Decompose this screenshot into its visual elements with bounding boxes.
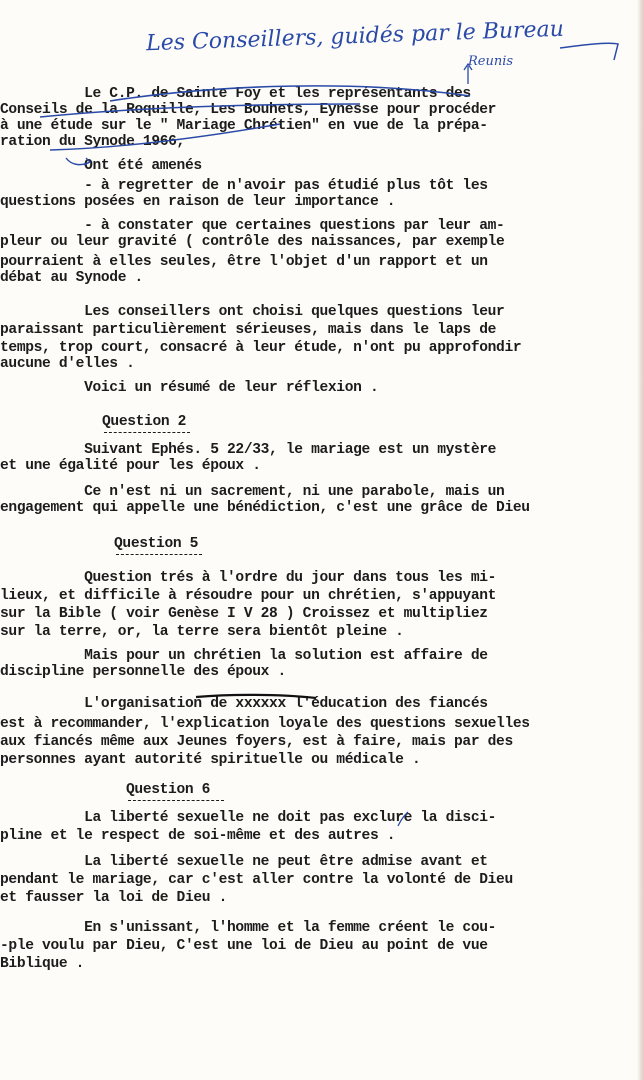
para-11-line-1: L'organisation de xxxxxx l'éducation des fiancés (0, 696, 488, 712)
heading-question-2: Question 2 (102, 414, 187, 430)
typed-strike-over (196, 695, 316, 698)
para-8-line-1: Ce n'est ni un sacrement, ni une parabole, mais un (0, 484, 505, 500)
strike-line-3 (50, 124, 280, 150)
handwritten-reunis: Reunis (468, 54, 514, 69)
handwritten-heading: Les Conseillers, guidés par le Bureau (145, 16, 565, 57)
para-12-line-1: La liberté sexuelle ne doit pas exclure la disci- (0, 810, 497, 826)
para-14-line-2: -ple voulu par Dieu, C'est une loi de Dieu au point de vue (0, 938, 488, 954)
para-4-line-2: pleur ou leur gravité ( contrôle des naissances, par exemple (0, 234, 505, 250)
para-10-line-2: discipline personnelle des époux . (0, 664, 286, 680)
para-6-line-1: Voici un résumé de leur réflexion . (0, 380, 379, 396)
para-12-line-2: pline et le respect de soi-même et des autres . (0, 828, 396, 844)
para-9-line-4: sur la terre, or, la terre sera bientôt pleine . (0, 624, 404, 640)
para-7-line-1: Suivant Ephés. 5 22/33, le mariage est un mystère (0, 442, 497, 458)
arrow-right-icon (560, 43, 618, 60)
para-4-line-3: pourraient à elles seules, être l'objet d'un rapport et un (0, 254, 488, 270)
para-5-line-2: paraissant particulièrement sérieuses, mais dans le laps de (0, 322, 497, 338)
para-10-line-1: Mais pour un chrétien la solution est affaire de (0, 648, 488, 664)
para-13-line-3: et fausser la loi de Dieu . (0, 890, 228, 906)
para-7-line-2: et une égalité pour les époux . (0, 458, 261, 474)
insert-mark (398, 812, 408, 826)
para-9-line-3: sur la Bible ( voir Genèse I V 28 ) Croissez et multipliez (0, 606, 488, 622)
para-11-line-2: est à recommander, l'explication loyale des questions sexuelles (0, 716, 530, 732)
heading-question-5: Question 5 (114, 536, 199, 552)
para-14-line-3: Biblique . (0, 956, 85, 972)
strike-line-1 (110, 86, 470, 101)
para-8-line-2: engagement qui appelle une bénédiction, c'est une grâce de Dieu (0, 500, 530, 516)
heading-question-6: Question 6 (126, 782, 211, 798)
para-5-line-4: aucune d'elles . (0, 356, 135, 372)
para-9-line-2: lieux, et difficile à résoudre pour un chrétien, s'appuyant (0, 588, 497, 604)
para-4-line-4: débat au Synode . (0, 270, 143, 286)
para-14-line-1: En s'unissant, l'homme et la femme créent le cou- (0, 920, 497, 936)
para-5-line-1: Les conseillers ont choisi quelques questions leur (0, 304, 505, 320)
para-1-line-4: ration du Synode 1966, (0, 134, 185, 150)
para-4-line-1: - à constater que certaines questions par leur am- (0, 218, 505, 234)
para-11-line-4: personnes ayant autorité spirituelle ou médicale . (0, 752, 421, 768)
para-1-line-1: Le C.P. de Sainte Foy et les représentants des (0, 86, 471, 102)
para-2-line-1: Ont été amenés (0, 158, 202, 174)
para-13-line-1: La liberté sexuelle ne peut être admise avant et (0, 854, 488, 870)
para-1-line-2: Conseils de la Roquille, Les Bouhets, Eynesse pour procéder (0, 102, 497, 118)
para-11-line-3: aux fiancés même aux Jeunes foyers, est à faire, mais par des (0, 734, 513, 750)
hook-arrow-head (84, 158, 90, 165)
strike-line-2 (40, 104, 360, 117)
para-1-line-3: à une étude sur le " Mariage Chrétien" en vue de la prépa- (0, 118, 488, 134)
para-13-line-2: pendant le mariage, car c'est aller contre la volonté de Dieu (0, 872, 513, 888)
para-3-line-1: - à regretter de n'avoir pas étudié plus tôt les (0, 178, 488, 194)
para-9-line-1: Question trés à l'ordre du jour dans tous les mi- (0, 570, 497, 586)
para-5-line-3: temps, trop court, consacré à leur étude, n'ont pu approfondir (0, 340, 522, 356)
para-3-line-2: questions posées en raison de leur importance . (0, 194, 396, 210)
